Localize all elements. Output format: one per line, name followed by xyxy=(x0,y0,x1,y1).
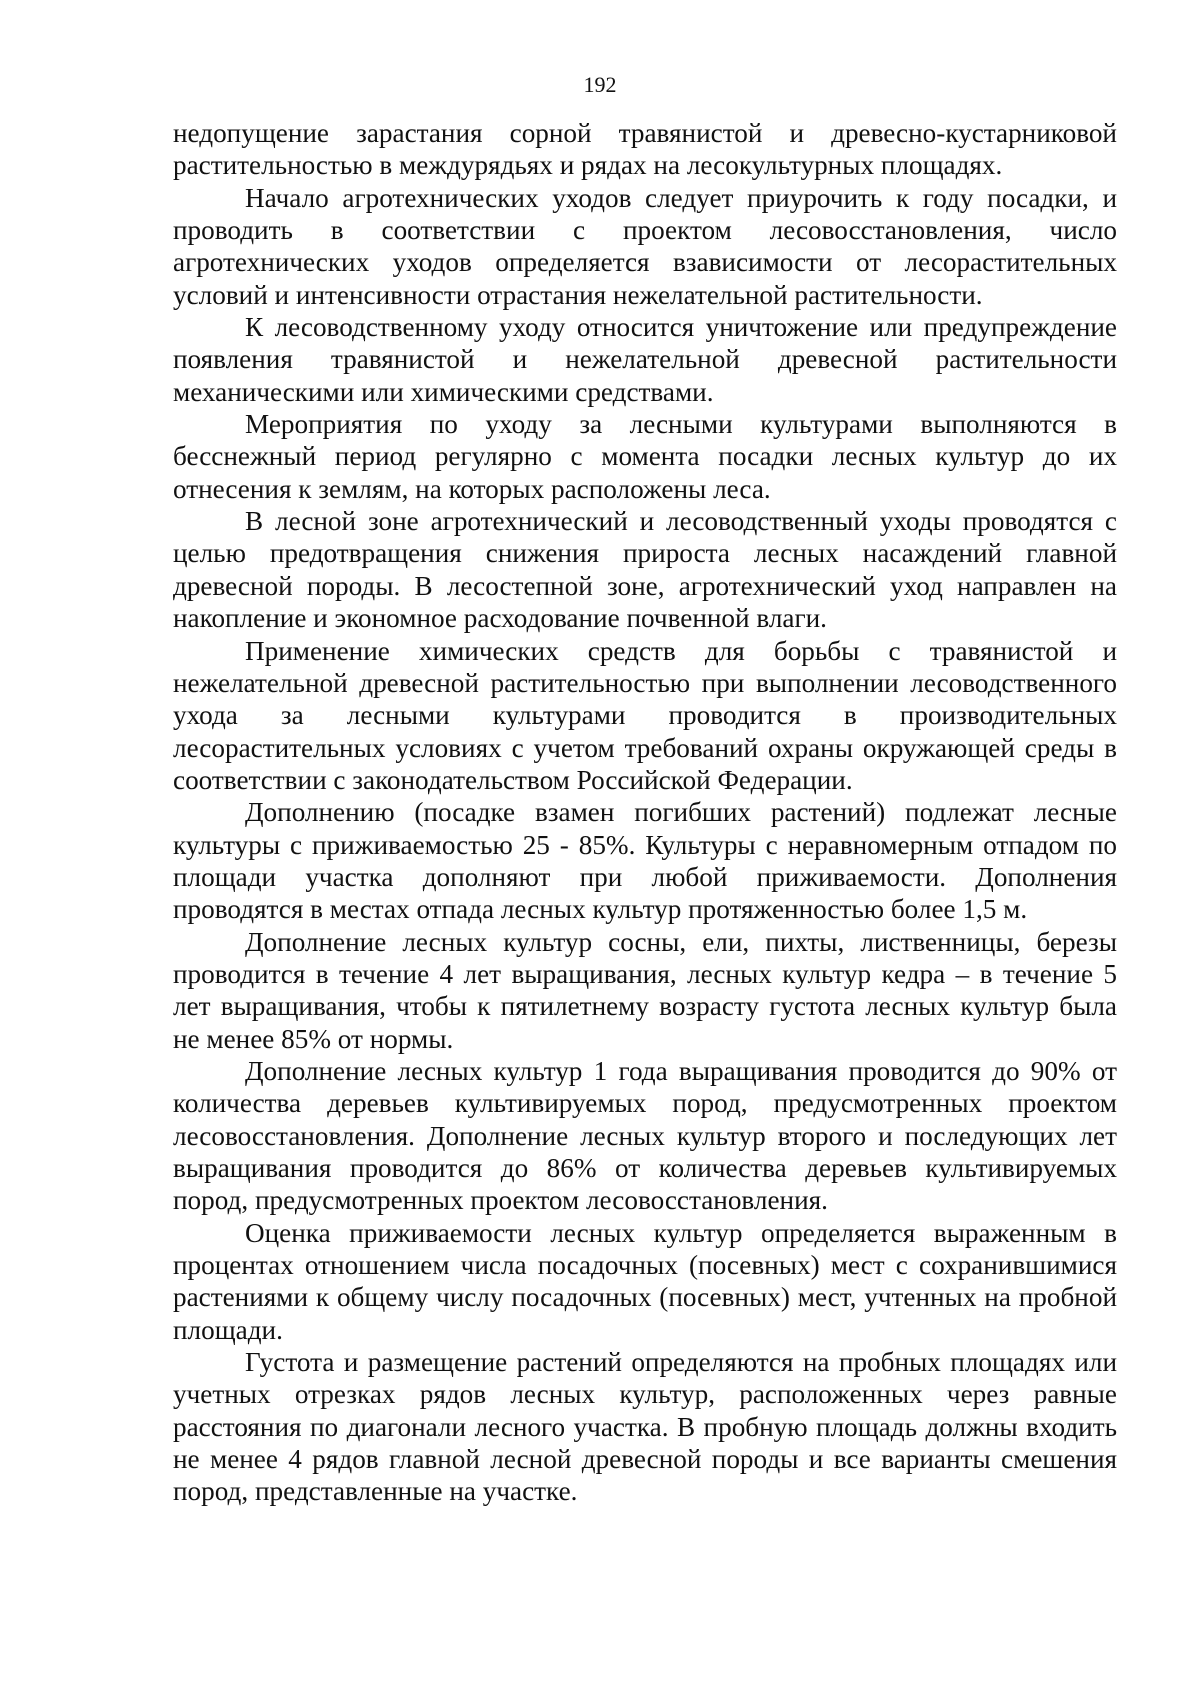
page-number: 192 xyxy=(583,72,617,97)
paragraph-agrotechnical-care-start: Начало агротехнических уходов следует приурочить к году посадки, и проводить в соответствии с проектом лесовосстановления, число агротехнических уходов определяется взависимости от лесорастительных условий и интенсивности отрастания нежелательной растительности. xyxy=(173,182,1117,310)
paragraph-survival-assessment: Оценка приживаемости лесных культур определяется выраженным в процентах отношением числа посадочных (посевных) мест с сохранившимися растениями к общему числу посадочных (посевных) мест, учтенных на пробной площади. xyxy=(173,1217,1117,1345)
paragraph-continuation: недопущение зарастания сорной травянистой и древесно-кустарниковой растительностью в междурядьях и рядах на лесокультурных площадях. xyxy=(173,118,1117,181)
paragraph-supplementation-terms: Дополнение лесных культур сосны, ели, пихты, лиственницы, березы проводится в течение 4 лет выращивания, лесных культур кедра – в течение 5 лет выращивания, чтобы к пятилетнему возрасту густота лесных культур была не менее 85% от нормы. xyxy=(173,926,1117,1054)
paragraph-silvicultural-care: К лесоводственному уходу относится уничтожение или предупреждение появления травянистой и нежелательной древесной растительности механическими или химическими средствами. xyxy=(173,312,1117,407)
paragraph-supplementation: Дополнению (посадке взамен погибших растений) подлежат лесные культуры с приживаемостью 25 - 85%. Культуры с неравномерным отпадом по площади участка дополняют при любой приживаемости. Дополнения проводятся в местах отпада лесных культур протяженностью более 1,5 м. xyxy=(173,797,1117,925)
paragraph-forest-zone-care: В лесной зоне агротехнический и лесоводственный уходы проводятся с целью предотвращения снижения прироста лесных насаждений главной древесной породы. В лесостепной зоне, агротехнический уход направлен на накопление и экономное расходование почвенной влаги. xyxy=(173,506,1117,634)
paragraph-density-placement: Густота и размещение растений определяются на пробных площадях или учетных отрезках рядов лесных культур, расположенных через равные расстояния по диагонали лесного участка. В пробную площадь должны входить не менее 4 рядов главной лесной древесной породы и все варианты смешения пород, представленные на участке. xyxy=(173,1347,1117,1507)
paragraph-supplementation-limits: Дополнение лесных культур 1 года выращивания проводится до 90% от количества деревьев культивируемых пород, предусмотренных проектом лесовосстановления. Дополнение лесных культур второго и последующих лет выращивания проводится до 86% от количества деревьев культивируемых пород, предусмотренных проектом лесовосстановления. xyxy=(173,1055,1117,1216)
paragraph-care-period: Мероприятия по уходу за лесными культурами выполняются в бесснежный период регулярно с момента посадки лесных культур до их отнесения к землям, на которых расположены леса. xyxy=(173,409,1117,504)
document-body xyxy=(173,117,1117,1508)
paragraph-chemical-means: Применение химических средств для борьбы с травянистой и нежелательной древесной растительностью при выполнении лесоводственного ухода за лесными культурами проводится в производительных лесорастительных условиях с учетом требований охраны окружающей среды в соответствии с законодательством Российской Федерации. xyxy=(173,635,1117,795)
